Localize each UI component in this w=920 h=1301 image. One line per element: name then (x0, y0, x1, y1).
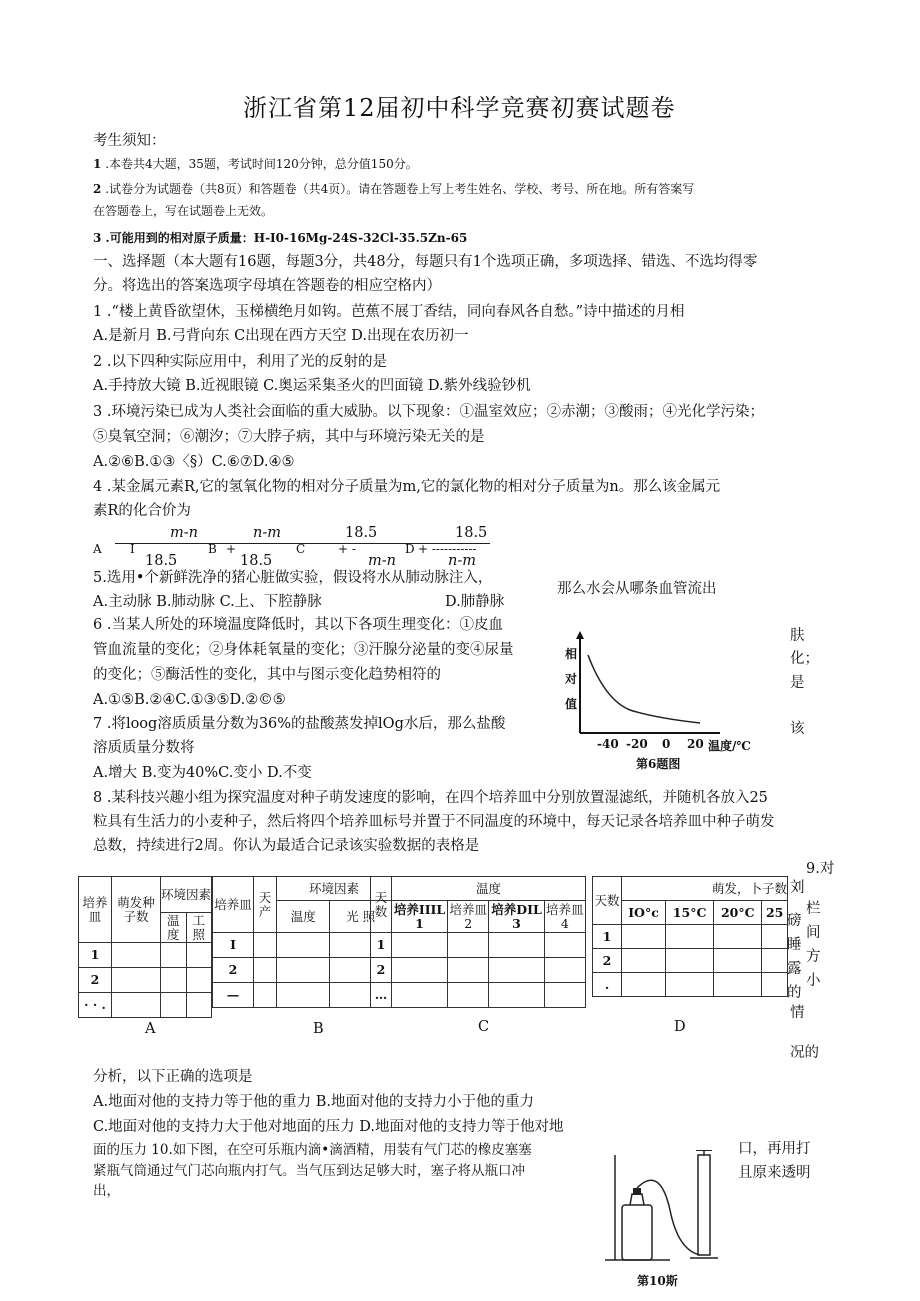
q5-option-d: D.肺静脉 (445, 594, 505, 610)
graph6-y-label-3: 值 (565, 697, 578, 711)
table-b-label: B (313, 1021, 324, 1037)
table-a-row-label: · · . (79, 993, 112, 1018)
q8-line2: 粒具有生活力的小麦种子，然后将四个培养皿标号并置于不同温度的环境中，每天记录各培养皿中种子萌发 (93, 814, 775, 830)
q4-d-denominator: n-m (448, 553, 476, 569)
notice-item-1-text: .本卷共4大题，35题，考试时间120分钟，总分值150分。 (105, 157, 418, 171)
table-a-header: 萌发种子数 (112, 877, 161, 943)
q9-side: 小 (806, 973, 821, 989)
q9-side: 栏 (806, 901, 821, 917)
stopper (633, 1188, 641, 1195)
q7-line2: 溶质质量分数将 (93, 740, 195, 756)
figure-6-graph (560, 630, 730, 775)
q9-side: 刘 (790, 880, 805, 896)
q4-b-numerator: n-m (253, 525, 281, 541)
q4-dash-d: + ----------- (418, 542, 477, 556)
q6-line3: 的变化；⑤酶活性的变化，其中与图示变化趋势相符的 (93, 667, 441, 683)
q6-side-3: 是 (790, 675, 805, 691)
notice-item-3-num: 3 (93, 231, 102, 245)
trend-curve (588, 655, 700, 723)
table-a-header: 温度 (161, 913, 187, 943)
table-a-row-label: 2 (79, 968, 112, 993)
table-d-header: 萌发，卜子数 (622, 877, 788, 901)
q6-line2: 管血流量的变化；②身体耗氧量的变化；③汗腺分泌量的变④尿量 (93, 642, 514, 658)
pump-barrel (698, 1155, 710, 1255)
q2-stem: 2 .以下四种实际应用中，利用了光的反射的是 (93, 354, 387, 370)
q10-side-2: 且原来透明 (738, 1165, 811, 1181)
q5-options-abc: A.主动脉 B.肺动脉 C.上、下腔静脉 (93, 594, 322, 610)
table-b-header: 培养皿 (213, 877, 254, 933)
graph6-caption: 第6题图 (636, 757, 681, 771)
table-d-header: 天数 (593, 877, 622, 925)
q3-line2: ⑤臭氧空洞；⑥潮汐；⑦大脖子病，其中与环境污染无关的是 (93, 429, 485, 445)
notice-item-3 (93, 227, 467, 249)
figure-10-caption: 第10斯 (637, 1274, 678, 1288)
table-c-header: 天数 (371, 877, 392, 933)
table-d-label: D (674, 1019, 686, 1035)
table-b-header: 光 照 (330, 901, 392, 933)
page-title: 浙江省第12届初中科学竞赛初赛试题卷 (243, 94, 676, 122)
q9-side: 间 (806, 925, 821, 941)
notice-item-2-num: 2 (93, 182, 102, 196)
notice-item-1-num: 1 (93, 157, 102, 171)
q1-stem: 1 .“楼上黄昏欲望休，玉梯横绝月如钩。芭蕉不展丁香结，同向春风各自愁。”诗中描述的月相 (93, 304, 685, 320)
bottle-body (622, 1205, 652, 1260)
q3-line1: 3 .环境污染已成为人类社会面临的重大威胁。以下现象：①温室效应；②赤潮；③酸雨；④光化学污染； (93, 404, 764, 420)
section1-line2: 分。将选出的答案选项字母填在答题卷的相应空格内） (93, 278, 441, 294)
table-c-header: 培养皿 4 (546, 901, 584, 931)
q8-line3: 总数，持续进行2周。你认为最适合记录该实验数据的表格是 (93, 838, 480, 854)
q9-side: 磅 (787, 913, 802, 929)
q9-options-2b: 面的压力 10.如下图，在空可乐瓶内滴•滴酒精，用装有气门芯的橡皮塞塞 (93, 1142, 532, 1158)
q8-line1: 8 .某科技兴趣小组为探究温度对种子萌发速度的影响，在四个培养皿中分别放置湿滤纸，并随机各放入25 (93, 790, 768, 806)
table-b-row-label: — (213, 983, 254, 1008)
graph6-x-tick: -20 (626, 737, 648, 751)
table-b-header: 天产 (254, 877, 277, 933)
table-a-header: 工照 (186, 913, 212, 943)
q6-side-1: 肤 (790, 628, 805, 644)
q4-line1: 4 .某金属元素R,它的氢氧化物的相对分子质量为m,它的氯化物的相对分子质量为n。那么该金属元 (93, 479, 721, 495)
q10-side-1: 口，再用打 (738, 1141, 811, 1157)
table-b (212, 876, 392, 1008)
q4-b-denominator: 18.5 (240, 553, 273, 569)
graph6-y-label-2: 对 (565, 672, 578, 686)
q4-label-c: C (296, 542, 306, 556)
q4-label-a: A (93, 542, 102, 556)
q6-side-2: 化； (790, 651, 819, 667)
q4-dash-c: + - (338, 542, 356, 556)
notice-item-2-line2: 在答题卷上，写在试题卷上无效。 (93, 204, 274, 218)
table-a-row-label: 1 (79, 943, 112, 968)
table-c-row-label: 1 (371, 933, 392, 958)
q4-c-numerator: 18.5 (345, 525, 378, 541)
section1-line1: 一、选择题（本大题有16题，每题3分，共48分，每题只有1个选项正确，多项选择、错选、不选均得零 (93, 254, 758, 270)
q5-stem-right: 那么水会从哪条血管流出 (557, 581, 717, 597)
q9-side: 方 (806, 949, 821, 965)
q5-stem-left: 5.选用•个新鲜洗净的猪心脏做实验，假设将水从肺动脉注入， (93, 570, 493, 586)
table-c (370, 876, 586, 1008)
table-d-row-label: . (593, 973, 622, 997)
table-c-label: C (478, 1019, 490, 1035)
q4-a-denominator: 18.5 (145, 553, 178, 569)
figure-10-apparatus (600, 1150, 730, 1270)
table-a (78, 876, 212, 1018)
table-d-row-label: 2 (593, 949, 622, 973)
q9-side: 情 (790, 1005, 805, 1021)
q9-options-1: A.地面对他的支持力等于他的重力 B.地面对他的支持力小于他的重力 (93, 1094, 534, 1110)
table-c-header: 培养DIL 3 (489, 901, 544, 933)
q9-num: 9.对 (806, 861, 835, 877)
table-b-row-label: I (213, 933, 254, 958)
q1-options: A.是新月 B.弓背向东 C出现在西方天空 D.出现在农历初一 (93, 328, 469, 344)
q4-c-denominator: m-n (368, 553, 396, 569)
graph6-x-tick: 0 (662, 737, 671, 751)
notice-item-2 (93, 178, 694, 200)
table-c-header: 培养IIIL 1 (392, 901, 448, 933)
bottle-neck (630, 1194, 644, 1205)
q10-line4: 出， (93, 1183, 120, 1199)
graph6-x-tick: 20 (687, 737, 704, 751)
q4-dash-a: I (130, 542, 135, 556)
table-d-row-label: 1 (593, 925, 622, 949)
table-d-header: 25 (762, 901, 788, 925)
q9-side: 露 (787, 961, 802, 977)
q9-side: 睡 (787, 937, 802, 953)
q2-options: A.手持放大镜 B.近视眼镜 C.奥运采集圣火的凹面镜 D.紫外线验钞机 (93, 378, 531, 394)
q4-a-numerator: m-n (170, 525, 198, 541)
table-c-header: 温度 (392, 877, 586, 901)
q6-options: A.①⑤B.②④C.①③⑤D.②©⑤ (93, 692, 286, 708)
q7-options: A.增大 B.变为40%C.变小 D.不变 (93, 765, 312, 781)
q7-line1: 7 .将loog溶质质量分数为36%的盐酸蒸发掉lOg水后，那么盐酸 (93, 716, 506, 732)
table-b-header: 温度 (277, 901, 330, 933)
table-b-header: 环境因素 (277, 877, 392, 901)
table-c-header: 培养皿 2 (449, 901, 487, 931)
q10-line3: 紧瓶气筒通过气门芯向瓶内打气。当气压到达足够大时，塞子将从瓶口冲 (93, 1163, 525, 1179)
q9-options-2a: C.地面对他的支持力大于他对地面的压力 D.地面对他的支持力等于他对地 (93, 1119, 564, 1135)
graph6-x-label: 温度/℃ (708, 739, 751, 753)
table-a-header: 培养皿 (79, 877, 112, 943)
table-b-row-label: 2 (213, 958, 254, 983)
table-c-row-label: … (371, 983, 392, 1008)
q4-dash-b: + (226, 542, 237, 556)
q6-line1: 6 .当某人所处的环境温度降低时，其以下各项生理变化：①皮血 (93, 617, 503, 633)
q9-side: 的 (787, 985, 802, 1001)
table-a-header: 环境因素 (161, 877, 212, 913)
table-d-header: 20°C (714, 901, 762, 925)
table-d-header: 15°C (666, 901, 714, 925)
notice-item-2-line1: .试卷分为试题卷（共8页）和答题卷（共4页）。请在答题卷上写上考生姓名、学校、考号、所在地。所有答案写 (105, 182, 695, 196)
q9-side: 况的 (790, 1045, 819, 1061)
q4-line2: 素R的化合价为 (93, 503, 191, 519)
notice-header: 考生须知： (93, 133, 166, 149)
table-a-label: A (145, 1021, 156, 1037)
graph6-x-tick: -40 (597, 737, 619, 751)
graph6-y-label-1: 相 (565, 647, 578, 661)
y-axis-arrow (576, 631, 584, 639)
air-tube (637, 1180, 700, 1255)
q3-options: A.②⑥B.①③〈§）C.⑥⑦D.④⑤ (93, 454, 295, 470)
q4-label-b: B (208, 542, 217, 556)
q4-label-d: D (405, 542, 415, 556)
q6-side-4: 该 (790, 721, 805, 737)
notice-item-3-text: .可能用到的相对原子质量：H-I0-16Mg-24S-32Cl-35.5Zn-65 (105, 231, 468, 245)
q4-d-numerator: 18.5 (455, 525, 488, 541)
q9-stem: 分析，以下正确的选项是 (93, 1069, 253, 1085)
table-d-header: IO°c (622, 901, 666, 925)
notice-item-1 (93, 153, 418, 175)
table-c-row-label: 2 (371, 958, 392, 983)
table-d (592, 876, 788, 997)
